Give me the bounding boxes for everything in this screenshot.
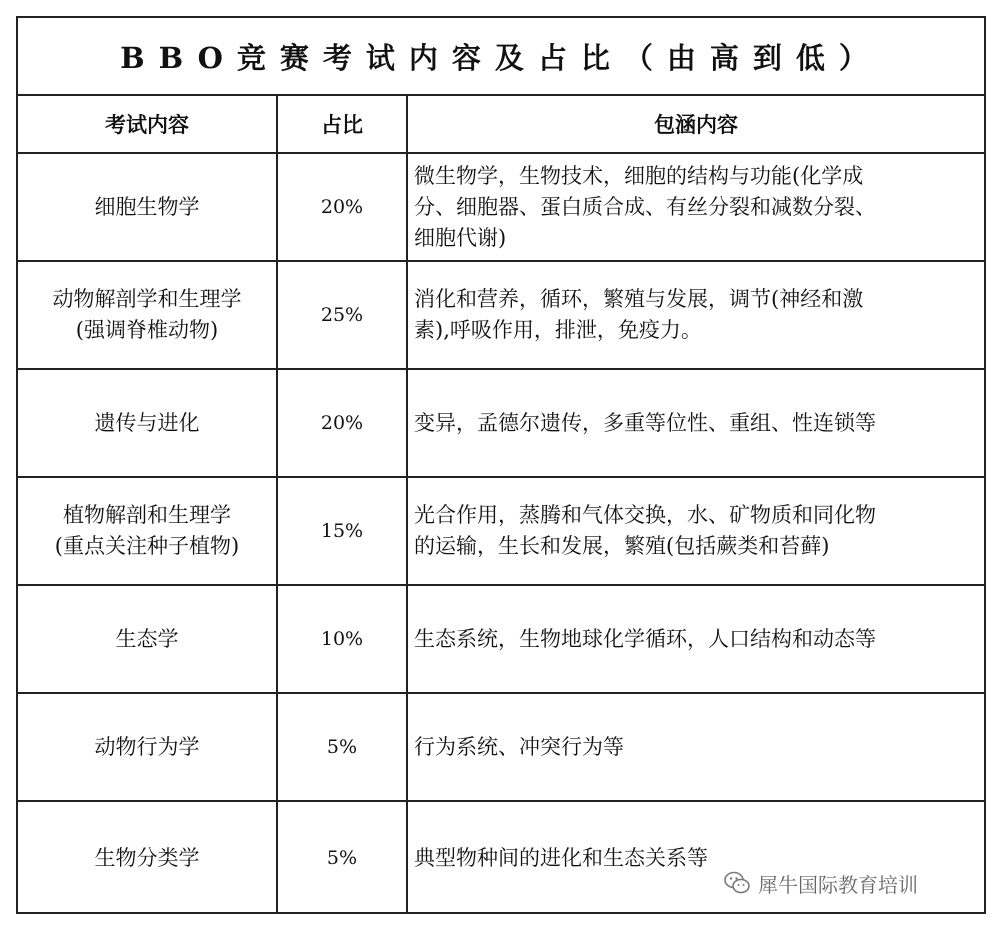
detail-line: 的运输，生长和发展，繁殖(包括蕨类和苔藓): [414, 534, 830, 558]
detail-line: 细胞代谢): [414, 225, 507, 250]
table-row: [18, 478, 984, 586]
exam-content-table: [16, 16, 986, 914]
subject-cell: [18, 802, 278, 914]
detail-line: 微生物学，生物技术，细胞的结构与功能(化学成: [414, 163, 864, 188]
ratio-cell: 20%: [278, 154, 408, 260]
detail-line: 分、细胞器、蛋白质合成、有丝分裂和减数分裂、: [414, 194, 876, 219]
detail-cell: [408, 154, 984, 260]
table-row: [18, 694, 984, 802]
ratio-cell: 5%: [278, 694, 408, 800]
subject-cell: [18, 586, 278, 692]
header-ratio: 占比: [278, 96, 408, 152]
detail-cell: [408, 262, 984, 368]
table-title: BBO竞赛考试内容及占比（由高到低）: [18, 18, 984, 96]
subject-line: (强调脊椎动物): [75, 318, 219, 342]
subject-cell: [18, 694, 278, 800]
table-row: [18, 370, 984, 478]
ratio-cell: 10%: [278, 586, 408, 692]
detail-line: 消化和营养，循环，繁殖与发展，调节(神经和激: [414, 287, 864, 311]
subject-line: (重点关注种子植物): [54, 534, 240, 558]
header-content: 考试内容: [18, 96, 278, 152]
detail-cell: [408, 370, 984, 476]
subject-line: 遗传与进化: [94, 410, 200, 435]
ratio-cell: 20%: [278, 370, 408, 476]
subject-cell: [18, 154, 278, 260]
detail-line: 素),呼吸作用，排泄，免疫力。: [414, 318, 702, 342]
header-details: 包涵内容: [654, 112, 738, 137]
watermark: [722, 868, 918, 898]
table-header-row: [18, 96, 984, 154]
wechat-icon: [722, 868, 752, 898]
subject-line: 细胞生物学: [94, 194, 200, 219]
table-row: [18, 586, 984, 694]
subject-line: 生物分类学: [94, 845, 200, 870]
subject-line: 植物解剖和生理学: [62, 503, 231, 527]
ratio-cell: 15%: [278, 478, 408, 584]
detail-line: 生态系统，生物地球化学循环，人口结构和动态等: [414, 626, 876, 651]
subject-line: 动物解剖学和生理学: [52, 287, 242, 311]
detail-cell: [408, 694, 984, 800]
detail-line: 变异，孟德尔遗传，多重等位性、重组、性连锁等: [414, 410, 876, 435]
ratio-cell: 5%: [278, 802, 408, 914]
detail-line: 光合作用，蒸腾和气体交换，水、矿物质和同化物: [414, 503, 876, 527]
subject-line: 生态学: [115, 626, 179, 651]
subject-cell: [18, 370, 278, 476]
watermark-text: 犀牛国际教育培训: [758, 872, 918, 897]
subject-cell: [18, 262, 278, 368]
subject-cell: [18, 478, 278, 584]
detail-cell: [408, 586, 984, 692]
table-row: [18, 262, 984, 370]
table-row: [18, 154, 984, 262]
ratio-cell: 25%: [278, 262, 408, 368]
detail-line: 行为系统、冲突行为等: [414, 734, 624, 759]
subject-line: 动物行为学: [94, 734, 200, 759]
detail-cell: [408, 478, 984, 584]
detail-line: 典型物种间的进化和生态关系等: [414, 845, 708, 870]
